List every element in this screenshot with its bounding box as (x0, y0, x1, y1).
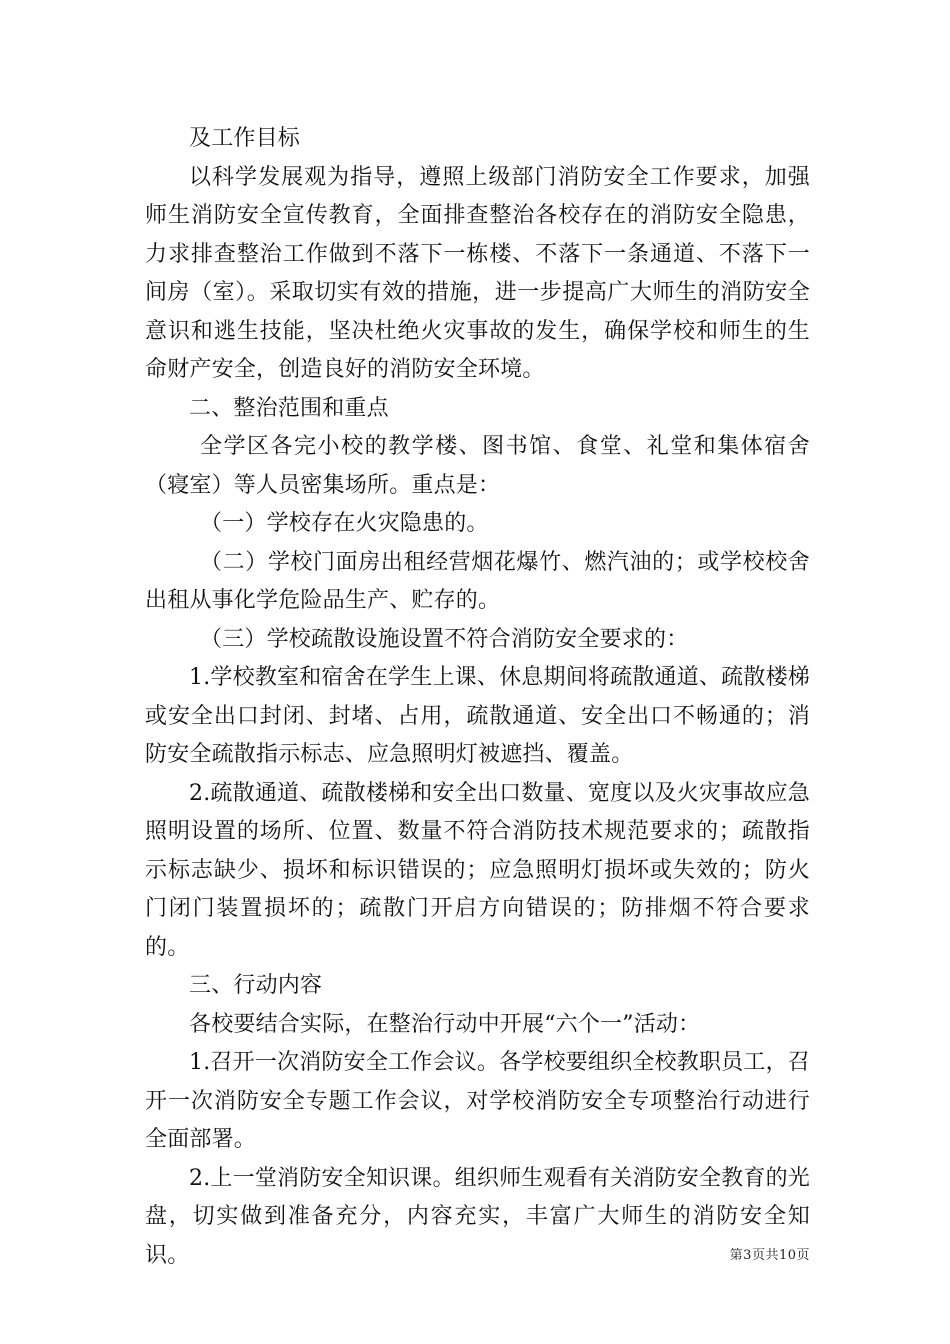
paragraph-scope-text: 全学区各完小校的教学楼、图书馆、食堂、礼堂和集体宿舍（寝室）等人员密集场所。重点是： (145, 434, 810, 498)
page-number-footer: 第3页共10页 (729, 1248, 810, 1263)
list-item-fire-hazard: （一）学校存在火灾隐患的。 (200, 511, 489, 536)
subitem-evacuation-2: 2.疏散通道、疏散楼梯和安全出口数量、宽度以及火灾事故应急照明设置的场所、位置、数量不符合消防技术规范要求的；疏散指示标志缺少、损坏和标识错误的；应急照明灯损坏或失效的；防火门闭门装置损坏的；疏散门开启方向错误的；防排烟不符合要求的。 (145, 780, 810, 960)
action-item-lesson: 2.上一堂消防安全知识课。组织师生观看有关消防安全教育的光盘，切实做到准备充分，内容充实，丰富广大师生的消防安全知识。 (145, 1165, 810, 1268)
paragraph-goal-heading-continued: 及工作目标 (189, 126, 301, 151)
section-heading-scope: 二、整治范围和重点 (189, 395, 389, 421)
section-heading-actions: 三、行动内容 (189, 973, 323, 998)
list-item-evacuation: （三）学校疏散设施设置不符合消防安全要求的： (200, 626, 689, 652)
paragraph-actions-intro: 各校要结合实际，在整治行动中开展“六个一”活动： (189, 1011, 701, 1037)
paragraph-goal-text: 以科学发展观为指导，遵照上级部门消防安全工作要求，加强师生消防安全宣传教育，全面排查整治各校存在的消防安全隐患，力求排查整治工作做到不落下一栋楼、不落下一条通道、不落下一间房（室）。采取切实有效的措施，进一步提高广大师生的消防安全意识和逃生技能，坚决杜绝火灾事故的发生，确保学校和师生的生命财产安全，创造良好的消防安全环境。 (145, 164, 810, 382)
action-item-meeting: 1.召开一次消防安全工作会议。各学校要组织全校教职员工，召开一次消防安全专题工作会议，对学校消防安全专项整治行动进行全面部署。 (145, 1050, 810, 1152)
document-body (145, 120, 810, 1275)
list-item-rental-hazard: （二）学校门面房出租经营烟花爆竹、燃汽油的；或学校校舍出租从事化学危险品生产、贮存的。 (145, 549, 810, 613)
subitem-evacuation-1: 1.学校教室和宿舍在学生上课、休息期间将疏散通道、疏散楼梯或安全出口封闭、封堵、占用，疏散通道、安全出口不畅通的；消防安全疏散指示标志、应急照明灯被遮挡、覆盖。 (145, 665, 810, 767)
